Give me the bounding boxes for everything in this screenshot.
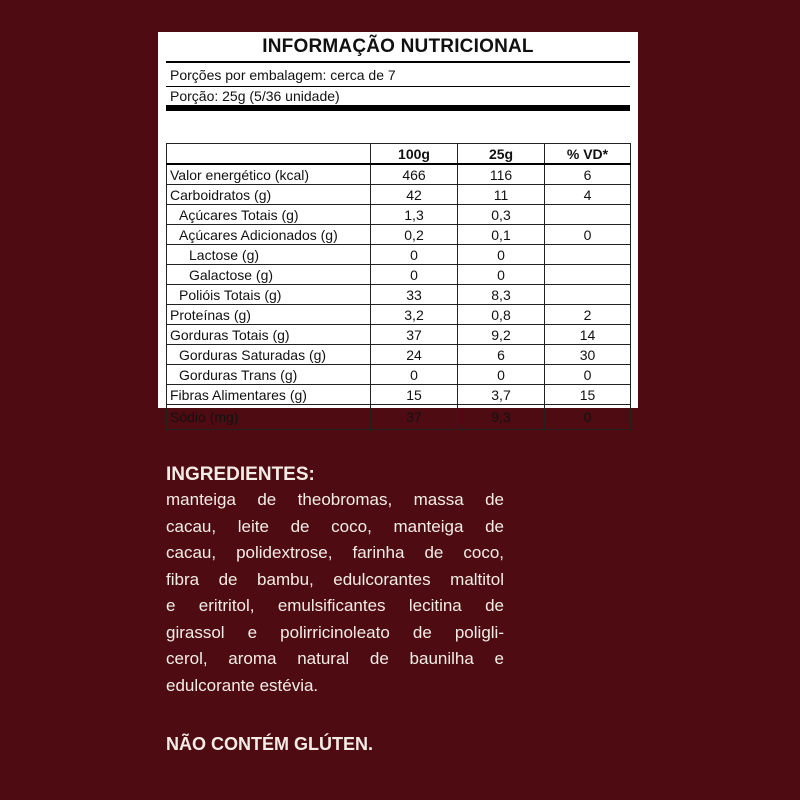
value-100g: 33 [371, 285, 458, 305]
table-row [167, 205, 631, 225]
value-25g: 0 [458, 265, 545, 285]
table-row [167, 305, 631, 325]
value-vd [545, 265, 631, 285]
ingredients-line: e eritritol, emulsificantes lecitina de [166, 596, 504, 615]
nutrition-table [166, 143, 631, 430]
value-vd: 0 [545, 365, 631, 385]
value-25g: 11 [458, 185, 545, 205]
value-vd [545, 245, 631, 265]
table-row [167, 185, 631, 205]
value-vd [545, 205, 631, 225]
nutrition-title: INFORMAÇÃO NUTRICIONAL [262, 36, 534, 57]
column-header-25g: 25g [458, 144, 545, 165]
value-25g: 8,3 [458, 285, 545, 305]
ingredients-line: edulcorante estévia. [166, 675, 319, 695]
value-25g: 9,3 [458, 405, 545, 430]
table-row [167, 265, 631, 285]
value-100g: 0,2 [371, 225, 458, 245]
row-label: Valor energético (kcal) [167, 164, 371, 185]
column-header-100g: 100g [371, 144, 458, 165]
value-vd: 14 [545, 325, 631, 345]
value-100g: 37 [371, 325, 458, 345]
value-100g: 1,3 [371, 205, 458, 225]
table-row [167, 325, 631, 345]
column-header-vd: % VD* [545, 144, 631, 165]
value-vd: 6 [545, 164, 631, 185]
ingredients-section [166, 462, 504, 699]
value-100g: 0 [371, 245, 458, 265]
row-label: Carboidratos (g) [167, 185, 371, 205]
table-header-row [167, 144, 631, 165]
table-row [167, 285, 631, 305]
value-100g: 42 [371, 185, 458, 205]
row-label: Proteínas (g) [167, 305, 371, 325]
row-label: Açúcares Totais (g) [167, 205, 371, 225]
value-100g: 466 [371, 164, 458, 185]
title-divider [166, 61, 630, 63]
ingredients-line: cacau, leite de coco, manteiga de [166, 516, 504, 536]
value-vd: 30 [545, 345, 631, 365]
value-vd: 0 [545, 405, 631, 430]
value-vd: 0 [545, 225, 631, 245]
value-100g: 0 [371, 365, 458, 385]
value-100g: 0 [371, 265, 458, 285]
table-row [167, 225, 631, 245]
thick-divider [166, 105, 630, 111]
value-100g: 3,2 [371, 305, 458, 325]
value-vd: 15 [545, 385, 631, 405]
ingredients-line: girassol e polirricinoleato de poligli- [166, 622, 504, 642]
gluten-free-notice: NÃO CONTÉM GLÚTEN. [166, 734, 373, 754]
value-25g: 0,8 [458, 305, 545, 325]
row-label: Gorduras Totais (g) [167, 325, 371, 345]
row-label: Açúcares Adicionados (g) [167, 225, 371, 245]
value-vd: 2 [545, 305, 631, 325]
value-vd: 4 [545, 185, 631, 205]
value-100g: 15 [371, 385, 458, 405]
row-label: Lactose (g) [167, 245, 371, 265]
value-25g: 0 [458, 245, 545, 265]
serving-size: Porção: 25g (5/36 unidade) [170, 88, 340, 104]
value-25g: 3,7 [458, 385, 545, 405]
row-label: Galactose (g) [167, 265, 371, 285]
ingredients-line: manteiga de theobromas, massa de [166, 490, 504, 509]
table-row [167, 164, 631, 185]
value-25g: 6 [458, 345, 545, 365]
value-100g: 24 [371, 345, 458, 365]
ingredients-line: cerol, aroma natural de baunilha e [166, 649, 504, 668]
column-header [167, 144, 371, 165]
value-25g: 0,1 [458, 225, 545, 245]
table-row [167, 405, 631, 430]
value-25g: 9,2 [458, 325, 545, 345]
value-25g: 0 [458, 365, 545, 385]
nutrition-facts-panel [158, 32, 638, 425]
row-label: Polióis Totais (g) [167, 285, 371, 305]
ingredients-title: INGREDIENTES: [166, 464, 315, 485]
row-label: Sódio (mg) [167, 405, 371, 430]
table-row [167, 365, 631, 385]
servings-per-package: Porções por embalagem: cerca de 7 [170, 67, 396, 83]
row-label: Gorduras Trans (g) [167, 365, 371, 385]
value-25g: 116 [458, 164, 545, 185]
ingredients-line: cacau, polidextrose, farinha de coco, [166, 543, 504, 562]
table-row [167, 245, 631, 265]
row-label: Gorduras Saturadas (g) [167, 345, 371, 365]
value-25g: 0,3 [458, 205, 545, 225]
table-row [167, 345, 631, 365]
table-row [167, 385, 631, 405]
value-vd [545, 285, 631, 305]
row-label: Fibras Alimentares (g) [167, 385, 371, 405]
ingredients-line: fibra de bambu, edulcorantes maltitol [166, 569, 504, 589]
value-100g: 37 [371, 405, 458, 430]
